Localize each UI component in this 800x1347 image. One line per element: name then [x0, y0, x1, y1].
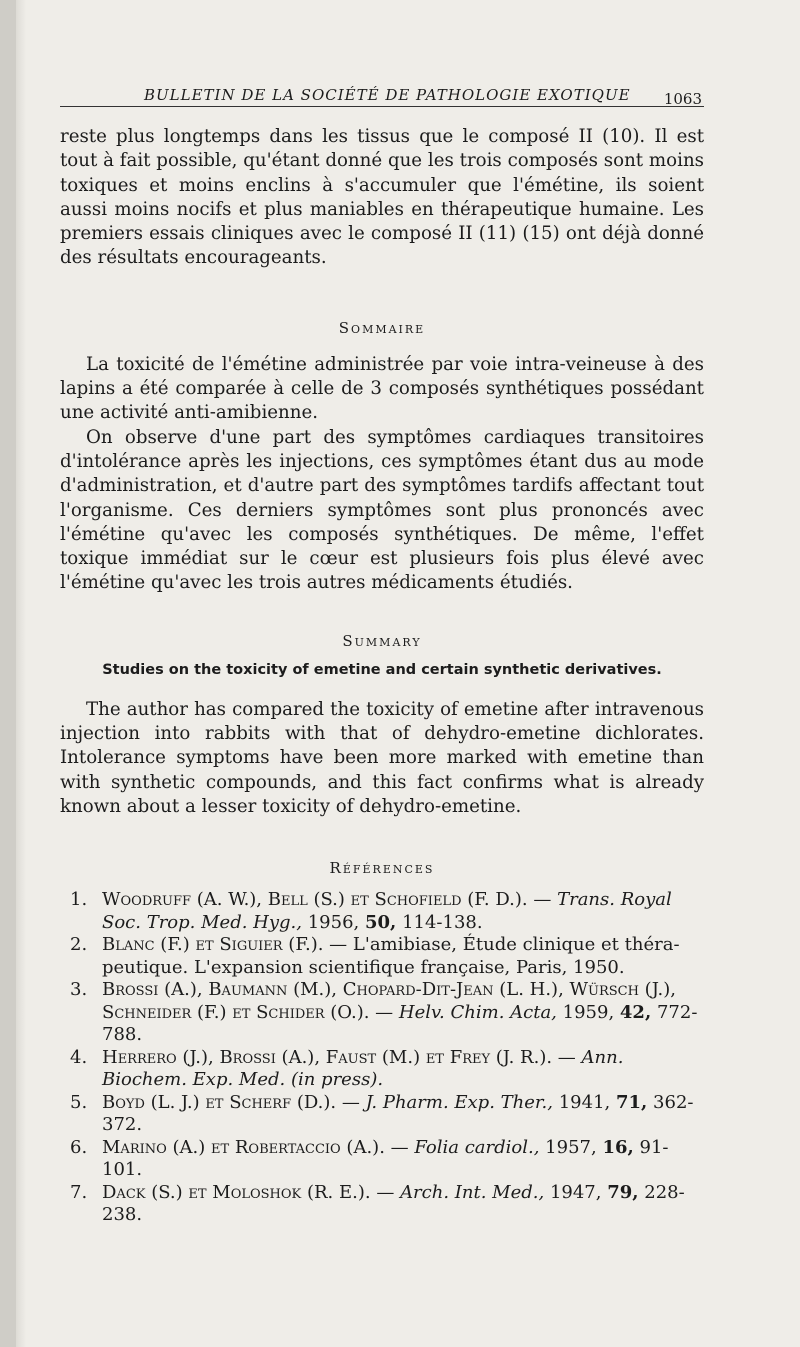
references-list [60, 889, 704, 1227]
summary-paragraph: The author has compared the toxicity of emetine after intravenous injection into rabbits with that of dehydro-emetine dichlorates. Intolerance symptoms have been more marked with emetine than with synthetic compounds, and this fact confirms what is already known about a lesser toxicity of dehydro-emetine. [60, 698, 704, 817]
reference-number: 6. [70, 1136, 88, 1158]
reference-volume: 42, [619, 1001, 652, 1023]
reference-item [60, 1137, 704, 1182]
sommaire-paragraph-1: La toxicité de l'émétine administrée par voie intra-veineuse à des lapins a été comparée à celle de 3 composés synthétiques possédant une activité anti-amibienne. [60, 353, 704, 424]
summary-title: Studies on the toxicity of emetine and certain synthetic derivatives. [102, 661, 662, 678]
reference-year: 1956, [307, 911, 360, 933]
reference-item [60, 1047, 704, 1092]
reference-year: 1947, [549, 1181, 602, 1203]
reference-journal: Arch. Int. Med., [400, 1181, 545, 1203]
reference-item [60, 1182, 704, 1227]
sommaire-paragraph-2: On observe d'une part des symptômes cardiaques transitoires d'intolérance après les injections, ces symptômes étant dus au mode d'administration, et d'autre part des symptômes tardifs affectant tout l'organisme. Ces derniers symptômes sont plus prononcés avec l'émétine qu'avec les composés synthétiques. De même, l'effet toxique immédiat sur le cœur est plusieurs fois plus élevé avec l'émétine qu'avec les trois autres médicaments étudiés. [60, 426, 704, 594]
intro-paragraph: reste plus longtemps dans les tissus que le composé II (10). Il est tout à fait possible, qu'étant donné que les trois composés sont moins toxiques et moins enclins à s'accumuler que l'émétine, ils soient aussi moins nocifs et plus maniables en thérapeutique humaine. Les premiers essais cliniques avec le composé II (11) (15) ont déjà donné des résultats encourageants. [60, 126, 704, 269]
reference-authors: Marino (A.) et Robertaccio (A.). — [102, 1136, 409, 1158]
reference-pages: 91-101. [102, 1136, 669, 1181]
page [60, 80, 704, 1227]
reference-number: 1. [70, 889, 88, 911]
running-header [60, 80, 704, 107]
reference-authors: Brossi (A.), Baumann (M.), Chopard-Dit-Jean (L. H.), Würsch (J.), Schneider (F.) et Schider (O.). — [102, 979, 676, 1023]
reference-year: 1957, [545, 1136, 597, 1158]
page-number: 1063 [663, 90, 702, 108]
reference-year: 1941, [558, 1091, 611, 1113]
reference-item [60, 1092, 704, 1137]
reference-number: 5. [70, 1091, 88, 1113]
reference-volume: 16, [602, 1136, 634, 1158]
reference-item [60, 889, 704, 934]
reference-pages: 114-138. [402, 911, 483, 933]
reference-authors: Woodruff (A. W.), Bell (S.) et Schofield (F. D.). — [102, 889, 552, 911]
page-gutter-shadow [16, 0, 26, 1347]
reference-journal: Folia cardiol., [414, 1136, 540, 1158]
reference-number: 3. [70, 979, 88, 1001]
sommaire-heading: Sommaire [338, 318, 426, 337]
reference-volume: 79, [607, 1181, 639, 1203]
reference-authors: Boyd (L. J.) et Scherf (D.). — [102, 1091, 360, 1113]
reference-number: 2. [70, 934, 88, 956]
reference-journal: Helv. Chim. Acta, [398, 1001, 557, 1023]
reference-item [60, 934, 704, 979]
reference-number: 4. [70, 1046, 88, 1068]
reference-item [60, 979, 704, 1047]
reference-volume: 50, [365, 911, 397, 933]
reference-journal: Trans. Royal Soc. Trop. Med. Hyg., [102, 889, 672, 933]
reference-number: 7. [70, 1181, 88, 1203]
references-heading: Références [329, 859, 435, 878]
reference-volume: 71, [615, 1091, 648, 1113]
reference-journal: Ann. Biochem. Exp. Med. (in press). [102, 1046, 624, 1091]
summary-heading: Summary [342, 631, 422, 650]
page-gutter [0, 0, 16, 1347]
reference-authors: Herrero (J.), Brossi (A.), Faust (M.) et Frey (J. R.). — [102, 1046, 576, 1068]
reference-journal: J. Pharm. Exp. Ther., [365, 1091, 553, 1113]
reference-pages: L'amibiase, Étude clinique et théra-peutique. L'expansion scientifique française, Paris, 1950. [102, 934, 680, 978]
running-title: BULLETIN DE LA SOCIÉTÉ DE PATHOLOGIE EXOTIQUE [144, 86, 631, 104]
reference-authors: Dack (S.) et Moloshok (R. E.). — [102, 1181, 395, 1203]
reference-pages: 228-238. [102, 1181, 685, 1226]
reference-pages: 362-372. [102, 1091, 694, 1136]
reference-pages: 772-788. [102, 1001, 698, 1046]
reference-year: 1959, [562, 1001, 615, 1023]
reference-authors: Blanc (F.) et Siguier (F.). — [102, 934, 348, 956]
